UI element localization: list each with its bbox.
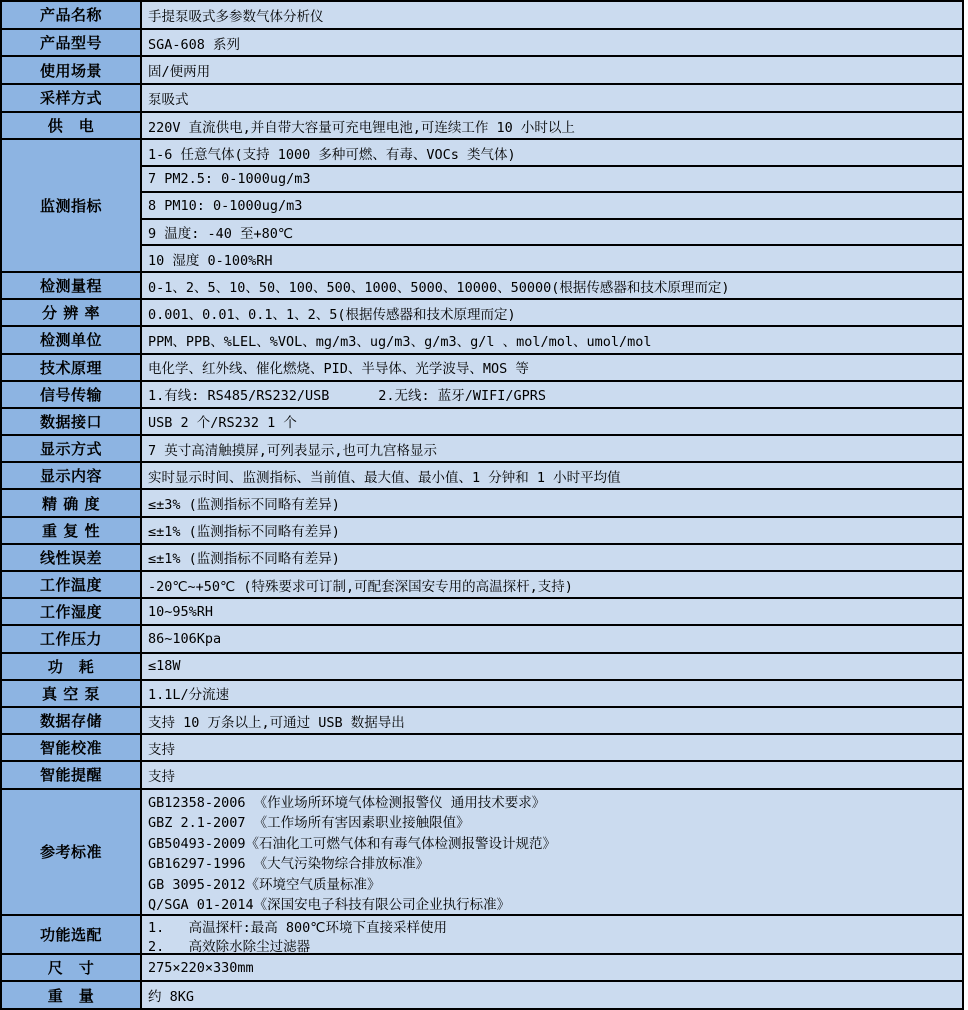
- spec-label: 采样方式: [2, 85, 142, 111]
- spec-value: USB 2 个/RS232 1 个: [142, 409, 962, 434]
- spec-row: [2, 382, 962, 409]
- spec-row: [2, 572, 962, 599]
- spec-label: 智能提醒: [2, 762, 142, 787]
- spec-label: 数据存储: [2, 708, 142, 733]
- spec-label: 功能选配: [2, 916, 142, 954]
- spec-label: 精 确 度: [2, 490, 142, 515]
- spec-row: [2, 518, 962, 545]
- spec-value: 10~95%RH: [142, 599, 962, 624]
- spec-row: [2, 355, 962, 382]
- spec-value: 约 8KG: [142, 982, 962, 1007]
- spec-label: 检测量程: [2, 273, 142, 298]
- spec-label: 工作温度: [2, 572, 142, 597]
- spec-row: [2, 982, 962, 1009]
- spec-label: 信号传输: [2, 382, 142, 407]
- spec-row: [2, 955, 962, 982]
- spec-value: 220V 直流供电,并自带大容量可充电锂电池,可连续工作 10 小时以上: [142, 113, 962, 139]
- spec-label: 分 辨 率: [2, 300, 142, 325]
- spec-value: ≤18W: [142, 654, 962, 679]
- spec-subrow-value: 9 温度: -40 至+80℃: [142, 220, 962, 247]
- spec-value: 275×220×330mm: [142, 955, 962, 980]
- spec-row: [2, 85, 962, 113]
- spec-value-line: Q/SGA 01-2014《深国安电子科技有限公司企业执行标准》: [148, 897, 511, 914]
- spec-label: 技术原理: [2, 355, 142, 380]
- spec-label: 显示方式: [2, 436, 142, 461]
- spec-row: [2, 654, 962, 681]
- spec-row: [2, 463, 962, 490]
- spec-value: 1.有线: RS485/RS232/USB 2.无线: 蓝牙/WIFI/GPRS: [142, 382, 962, 407]
- spec-row: [2, 30, 962, 58]
- spec-label: 供 电: [2, 113, 142, 139]
- spec-subrow-group: [142, 140, 962, 271]
- spec-value: 0-1、2、5、10、50、100、500、1000、5000、10000、50000(根据传感器和技术原理而定): [142, 273, 962, 298]
- spec-label: 产品名称: [2, 2, 142, 28]
- spec-subrow-value: 8 PM10: 0-1000ug/m3: [142, 193, 962, 220]
- spec-value-line: 1. 高温探杆:最高 800℃环境下直接采样使用: [148, 919, 447, 936]
- spec-label: 功 耗: [2, 654, 142, 679]
- spec-row: [2, 916, 962, 956]
- spec-value: 0.001、0.01、0.1、1、2、5(根据传感器和技术原理而定): [142, 300, 962, 325]
- spec-value-line: GBZ 2.1-2007 《工作场所有害因素职业接触限值》: [148, 815, 470, 832]
- spec-value: 实时显示时间、监测指标、当前值、最大值、最小值、1 分钟和 1 小时平均值: [142, 463, 962, 488]
- spec-multiline-value: [142, 790, 962, 914]
- spec-row: [2, 681, 962, 708]
- spec-value: 手提泵吸式多参数气体分析仪: [142, 2, 962, 28]
- spec-row: [2, 273, 962, 300]
- spec-row: [2, 626, 962, 653]
- spec-value-line: GB12358-2006 《作业场所环境气体检测报警仪 通用技术要求》: [148, 794, 546, 811]
- spec-label: 重 复 性: [2, 518, 142, 543]
- spec-value: 1.1L/分流速: [142, 681, 962, 706]
- spec-row: [2, 708, 962, 735]
- spec-label: 使用场景: [2, 57, 142, 83]
- spec-label: 数据接口: [2, 409, 142, 434]
- spec-label: 智能校准: [2, 735, 142, 760]
- spec-label: 产品型号: [2, 30, 142, 56]
- spec-row: [2, 300, 962, 327]
- spec-value: 支持 10 万条以上,可通过 USB 数据导出: [142, 708, 962, 733]
- spec-value: ≤±1% (监测指标不同略有差异): [142, 518, 962, 543]
- spec-subrow-value: 7 PM2.5: 0-1000ug/m3: [142, 167, 962, 194]
- spec-value: ≤±1% (监测指标不同略有差异): [142, 545, 962, 570]
- spec-value: 7 英寸高清触摸屏,可列表显示,也可九宫格显示: [142, 436, 962, 461]
- spec-label: 工作压力: [2, 626, 142, 651]
- spec-value: 86~106Kpa: [142, 626, 962, 651]
- spec-value-line: GB50493-2009《石油化工可燃气体和有毒气体检测报警设计规范》: [148, 835, 557, 852]
- spec-value: SGA-608 系列: [142, 30, 962, 56]
- spec-label: 工作湿度: [2, 599, 142, 624]
- spec-row: [2, 599, 962, 626]
- spec-label: 重 量: [2, 982, 142, 1007]
- spec-row: [2, 735, 962, 762]
- spec-value: ≤±3% (监测指标不同略有差异): [142, 490, 962, 515]
- spec-value: PPM、PPB、%LEL、%VOL、mg/m3、ug/m3、g/m3、g/l 、mol/mol、umol/mol: [142, 327, 962, 352]
- spec-row: [2, 436, 962, 463]
- spec-row: [2, 545, 962, 572]
- spec-value: 固/便两用: [142, 57, 962, 83]
- spec-value-line: GB16297-1996 《大气污染物综合排放标准》: [148, 856, 430, 873]
- spec-label: 尺 寸: [2, 955, 142, 980]
- spec-label: 显示内容: [2, 463, 142, 488]
- spec-row: [2, 490, 962, 517]
- spec-value: 泵吸式: [142, 85, 962, 111]
- spec-value: -20℃~+50℃ (特殊要求可订制,可配套深国安专用的高温探杆,支持): [142, 572, 962, 597]
- spec-row: [2, 327, 962, 354]
- spec-value-line: GB 3095-2012《环境空气质量标准》: [148, 876, 381, 893]
- spec-row: [2, 790, 962, 916]
- spec-subrow-value: 10 湿度 0-100%RH: [142, 246, 962, 271]
- spec-row: [2, 57, 962, 85]
- spec-subrow-value: 1-6 任意气体(支持 1000 多种可燃、有毒、VOCs 类气体): [142, 140, 962, 167]
- spec-value: 支持: [142, 735, 962, 760]
- spec-label: 监测指标: [2, 140, 142, 271]
- spec-label: 真 空 泵: [2, 681, 142, 706]
- spec-row: [2, 140, 962, 273]
- spec-value: 支持: [142, 762, 962, 787]
- spec-row: [2, 113, 962, 141]
- spec-value: 电化学、红外线、催化燃烧、PID、半导体、光学波导、MOS 等: [142, 355, 962, 380]
- spec-label: 线性误差: [2, 545, 142, 570]
- spec-value-line: 2. 高效除水除尘过滤器: [148, 939, 311, 955]
- spec-row: [2, 762, 962, 789]
- spec-label: 参考标准: [2, 790, 142, 914]
- spec-row: [2, 409, 962, 436]
- spec-row: [2, 2, 962, 30]
- spec-label: 检测单位: [2, 327, 142, 352]
- spec-multiline-value: [142, 916, 962, 954]
